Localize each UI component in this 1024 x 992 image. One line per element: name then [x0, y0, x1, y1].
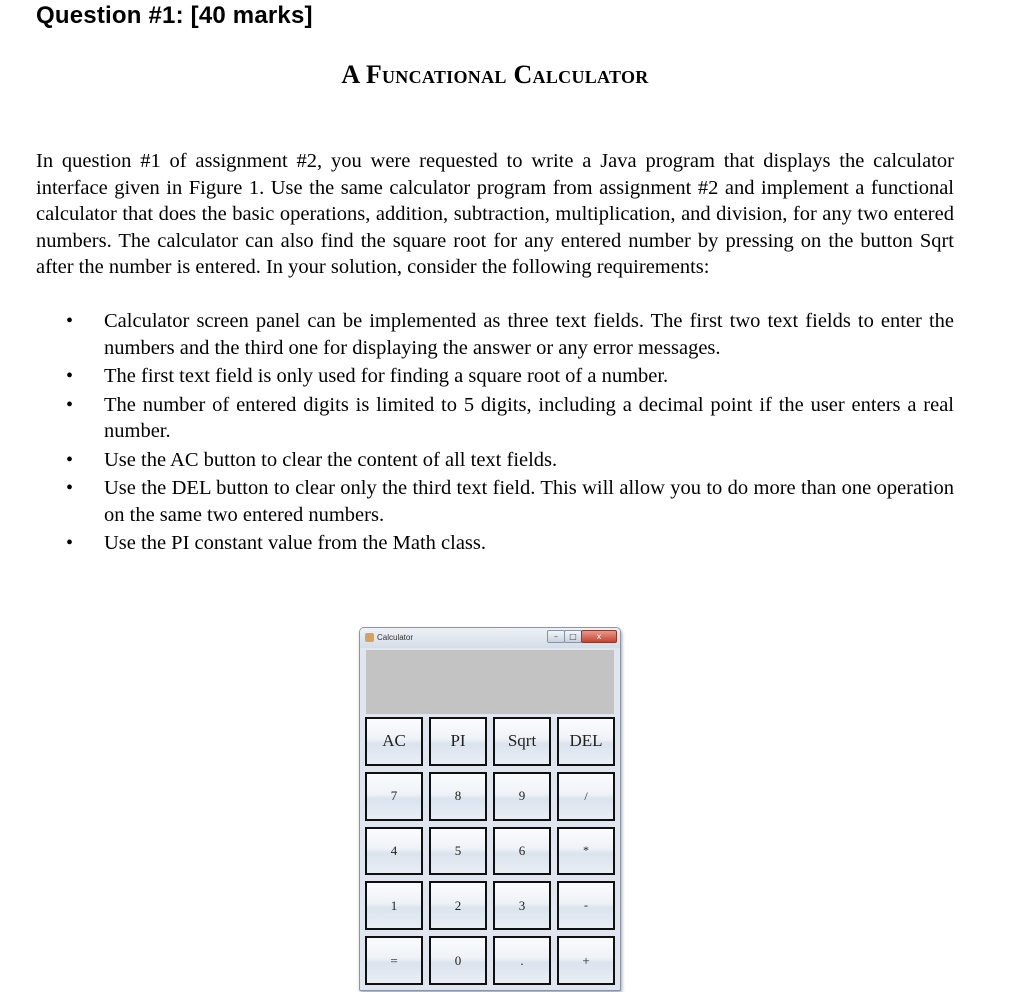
calculator-display: [366, 650, 614, 714]
bullet-icon: •: [66, 365, 74, 387]
digit-3-button[interactable]: 3: [493, 881, 551, 930]
del-button[interactable]: DEL: [557, 717, 615, 766]
calculator-keypad: [365, 717, 615, 985]
digit-5-button[interactable]: 5: [429, 827, 487, 876]
intro-paragraph: In question #1 of assignment #2, you were requested to write a Java program that displays the calculator interface given in Figure 1. Use the same calculator program from assignment #2 and implement a functional calculator that does the basic operations, addition, subtraction, multiplication, and division, for any two entered numbers. The calculator can also find the square root for any entered number by pressing on the button Sqrt after the number is entered. In your solution, consider the following requirements:: [36, 150, 954, 278]
digit-6-button[interactable]: 6: [493, 827, 551, 876]
ac-button[interactable]: AC: [365, 717, 423, 766]
subtract-button[interactable]: -: [557, 881, 615, 930]
bullet-icon: •: [66, 448, 74, 471]
close-icon[interactable]: x: [581, 630, 617, 643]
digit-7-button[interactable]: 7: [365, 772, 423, 821]
digit-1-button[interactable]: 1: [365, 881, 423, 930]
document-title: A Funcational Calculator: [341, 60, 649, 89]
list-item: • The number of entered digits is limited to 5 digits, including a decimal point if the user enters a real number.: [66, 393, 954, 442]
multiply-button[interactable]: *: [557, 827, 615, 876]
requirements-list: [36, 308, 954, 559]
digit-9-button[interactable]: 9: [493, 772, 551, 821]
digit-0-button[interactable]: 0: [429, 936, 487, 985]
digit-4-button[interactable]: 4: [365, 827, 423, 876]
decimal-point-button[interactable]: .: [493, 936, 551, 985]
bullet-icon: •: [66, 532, 74, 554]
question-header: Question #1: [40 marks]: [36, 2, 313, 29]
bullet-icon: •: [66, 310, 74, 332]
java-app-icon: [365, 633, 374, 642]
equals-button[interactable]: =: [365, 936, 423, 985]
list-item: • Use the DEL button to clear only the third text field. This will allow you to do more than one operation on the same two entered numbers.: [66, 477, 954, 526]
add-button[interactable]: +: [557, 936, 615, 985]
bullet-icon: •: [66, 393, 74, 416]
calculator-figure: [359, 627, 621, 991]
digit-8-button[interactable]: 8: [429, 772, 487, 821]
list-item: • Calculator screen panel can be implemented as three text fields. The first two text fields to enter the numbers and the third one for displaying the answer or any error messages.: [66, 310, 954, 359]
list-item: • Use the AC button to clear the content of all text fields.: [36, 447, 954, 474]
calculator-window-title: Calculator: [377, 633, 414, 642]
digit-2-button[interactable]: 2: [429, 881, 487, 930]
bullet-icon: •: [66, 477, 74, 499]
maximize-icon[interactable]: □: [564, 630, 582, 643]
list-item: • Use the PI constant value from the Math class.: [36, 530, 954, 557]
minimize-icon[interactable]: –: [547, 630, 565, 643]
sqrt-button[interactable]: Sqrt: [493, 717, 551, 766]
pi-button[interactable]: PI: [429, 717, 487, 766]
divide-button[interactable]: /: [557, 772, 615, 821]
list-item: • The first text field is only used for finding a square root of a number.: [36, 363, 954, 390]
calculator-titlebar: [360, 628, 620, 648]
